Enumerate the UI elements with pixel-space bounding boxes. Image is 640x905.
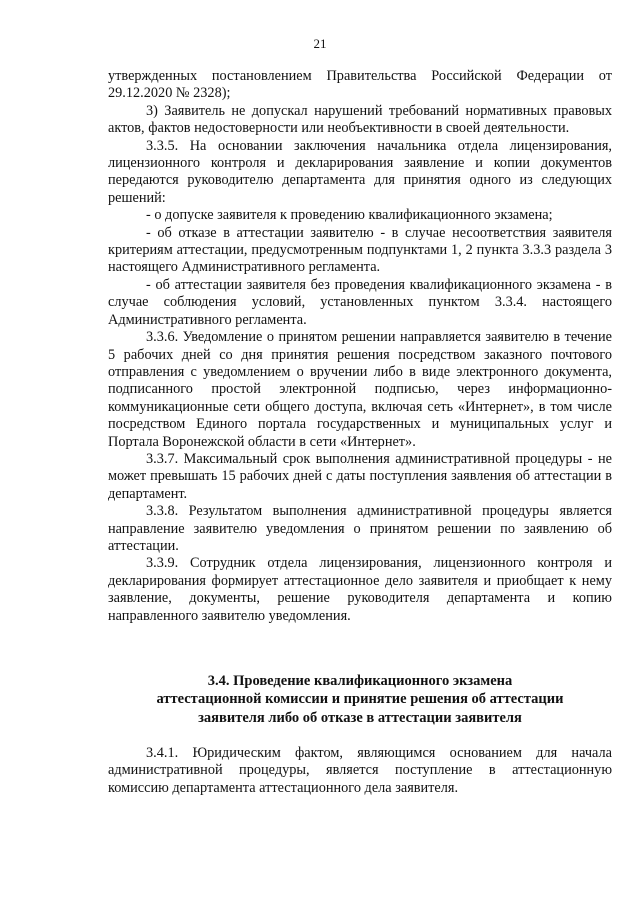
paragraph: 3.3.7. Максимальный срок выполнения административной процедуры - не может превышать 15 рабочих дней с даты поступления заявления об аттестации в департамент. (108, 450, 612, 502)
paragraph: утвержденных постановлением Правительства Российской Федерации от 29.12.2020 № 2328); (108, 68, 612, 102)
paragraph: 3.4.1. Юридическим фактом, являющимся основанием для начала административной процедуры, является поступление в аттестационную комиссию департамента аттестационного дела заявителя. (108, 745, 612, 796)
body-text-bottom (108, 745, 612, 797)
paragraph: 3) Заявитель не допускал нарушений требований нормативных правовых актов, фактов недостоверности или необъективности в своей деятельности. (108, 102, 612, 137)
paragraph: - о допуске заявителя к проведению квалификационного экзамена; (146, 207, 553, 224)
section-heading-line: аттестационной комиссии и принятие решения об аттестации (156, 691, 564, 708)
body-text-top (108, 68, 612, 625)
section-heading-line: 3.4. Проведение квалификационного экзамена (207, 673, 513, 689)
paragraph: 3.3.8. Результатом выполнения административной процедуры является направление заявителю уведомления о принятом решении по заявлению об аттестации. (108, 503, 612, 554)
paragraph: - об отказе в аттестации заявителю - в случае несоответствия заявителя критериям аттестации, предусмотренным подпунктами 1, 2 пункта 3.3.3 раздела 3 настоящего Административного регламента. (108, 224, 612, 276)
paragraph: 3.3.5. На основании заключения начальника отдела лицензирования, лицензионного контроля и декларирования заявление и копии документов передаются руководителю департамента для принятия одного из следующих решений: (108, 137, 612, 206)
paragraph: 3.3.9. Сотрудник отдела лицензирования, лицензионного контроля и декларирования формирует аттестационное дело заявителя и приобщает к нему заявление, документы, решение руководителя департамента и копию направленного заявителю уведомления. (108, 555, 612, 624)
page-number: 21 (313, 36, 327, 51)
section-heading-line: заявителя либо об отказе в аттестации заявителя (198, 709, 522, 726)
section-heading (108, 672, 612, 727)
paragraph: 3.3.6. Уведомление о принятом решении направляется заявителю в течение 5 рабочих дней со дня принятия решения посредством заказного почтового отправления с уведомлением о вручении либо в виде электронного документа, подписанного простой электронной подписью, через информационно-коммуникационные сети общего доступа, включая сеть «Интернет», в том числе посредством Единого портала государственных и муниципальных услуг и Портала Воронежской области в сети «Интернет». (108, 329, 612, 450)
paragraph: - об аттестации заявителя без проведения квалификационного экзамена - в случае соблюдения условий, установленных пунктом 3.3.4. настоящего Административного регламента. (108, 276, 612, 328)
